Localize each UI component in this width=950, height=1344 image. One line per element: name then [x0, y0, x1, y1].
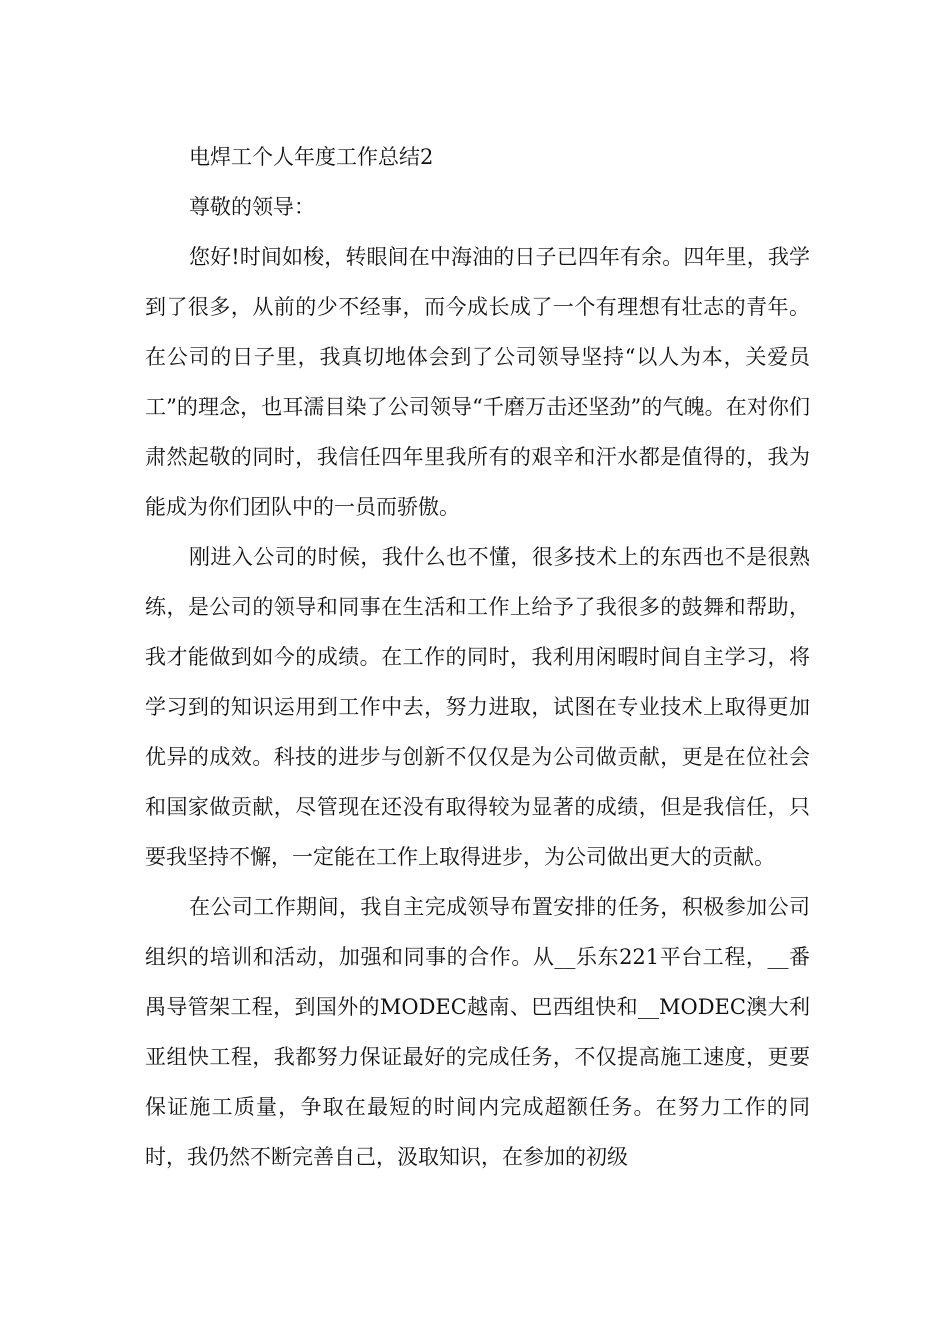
paragraph-3: 在公司工作期间，我自主完成领导布置安排的任务，积极参加公司组织的培训和活动，加强和同事的合作。从__乐东221平台工程，__番禺导管架工程，到国外的MODEC越南、巴西组快和__MODEC澳大利亚组快工程，我都努力保证最好的完成任务，不仅提高施工速度，更要保证施工质量，争取在最短的时间内完成超额任务。在努力工作的同时，我仍然不断完善自己，汲取知识，在参加的初级	[145, 895, 810, 1169]
document-body	[145, 132, 810, 1182]
document-title: 电焊工个人年度工作总结2	[189, 145, 434, 169]
salutation: 尊敬的领导：	[189, 195, 315, 219]
paragraph-1: 您好!时间如梭，转眼间在中海油的日子已四年有余。四年里，我学到了很多，从前的少不经事，而今成长成了一个有理想有壮志的青年。在公司的日子里，我真切地体会到了公司领导坚持“以人为本，关爱员工”的理念，也耳濡目染了公司领导“千磨万击还坚劲”的气魄。在对你们肃然起敬的同时，我信任四年里我所有的艰辛和汗水都是值得的，我为能成为你们团队中的一员而骄傲。	[145, 245, 810, 519]
paragraph-2: 刚进入公司的时候，我什么也不懂，很多技术上的东西也不是很熟练，是公司的领导和同事在生活和工作上给予了我很多的鼓舞和帮助，我才能做到如今的成绩。在工作的同时，我利用闲暇时间自主学习，将学习到的知识运用到工作中去，努力进取，试图在专业技术上取得更加优异的成效。科技的进步与创新不仅仅是为公司做贡献，更是在位社会和国家做贡献，尽管现在还没有取得较为显著的成绩，但是我信任，只要我坚持不懈，一定能在工作上取得进步，为公司做出更大的贡献。	[145, 545, 810, 869]
